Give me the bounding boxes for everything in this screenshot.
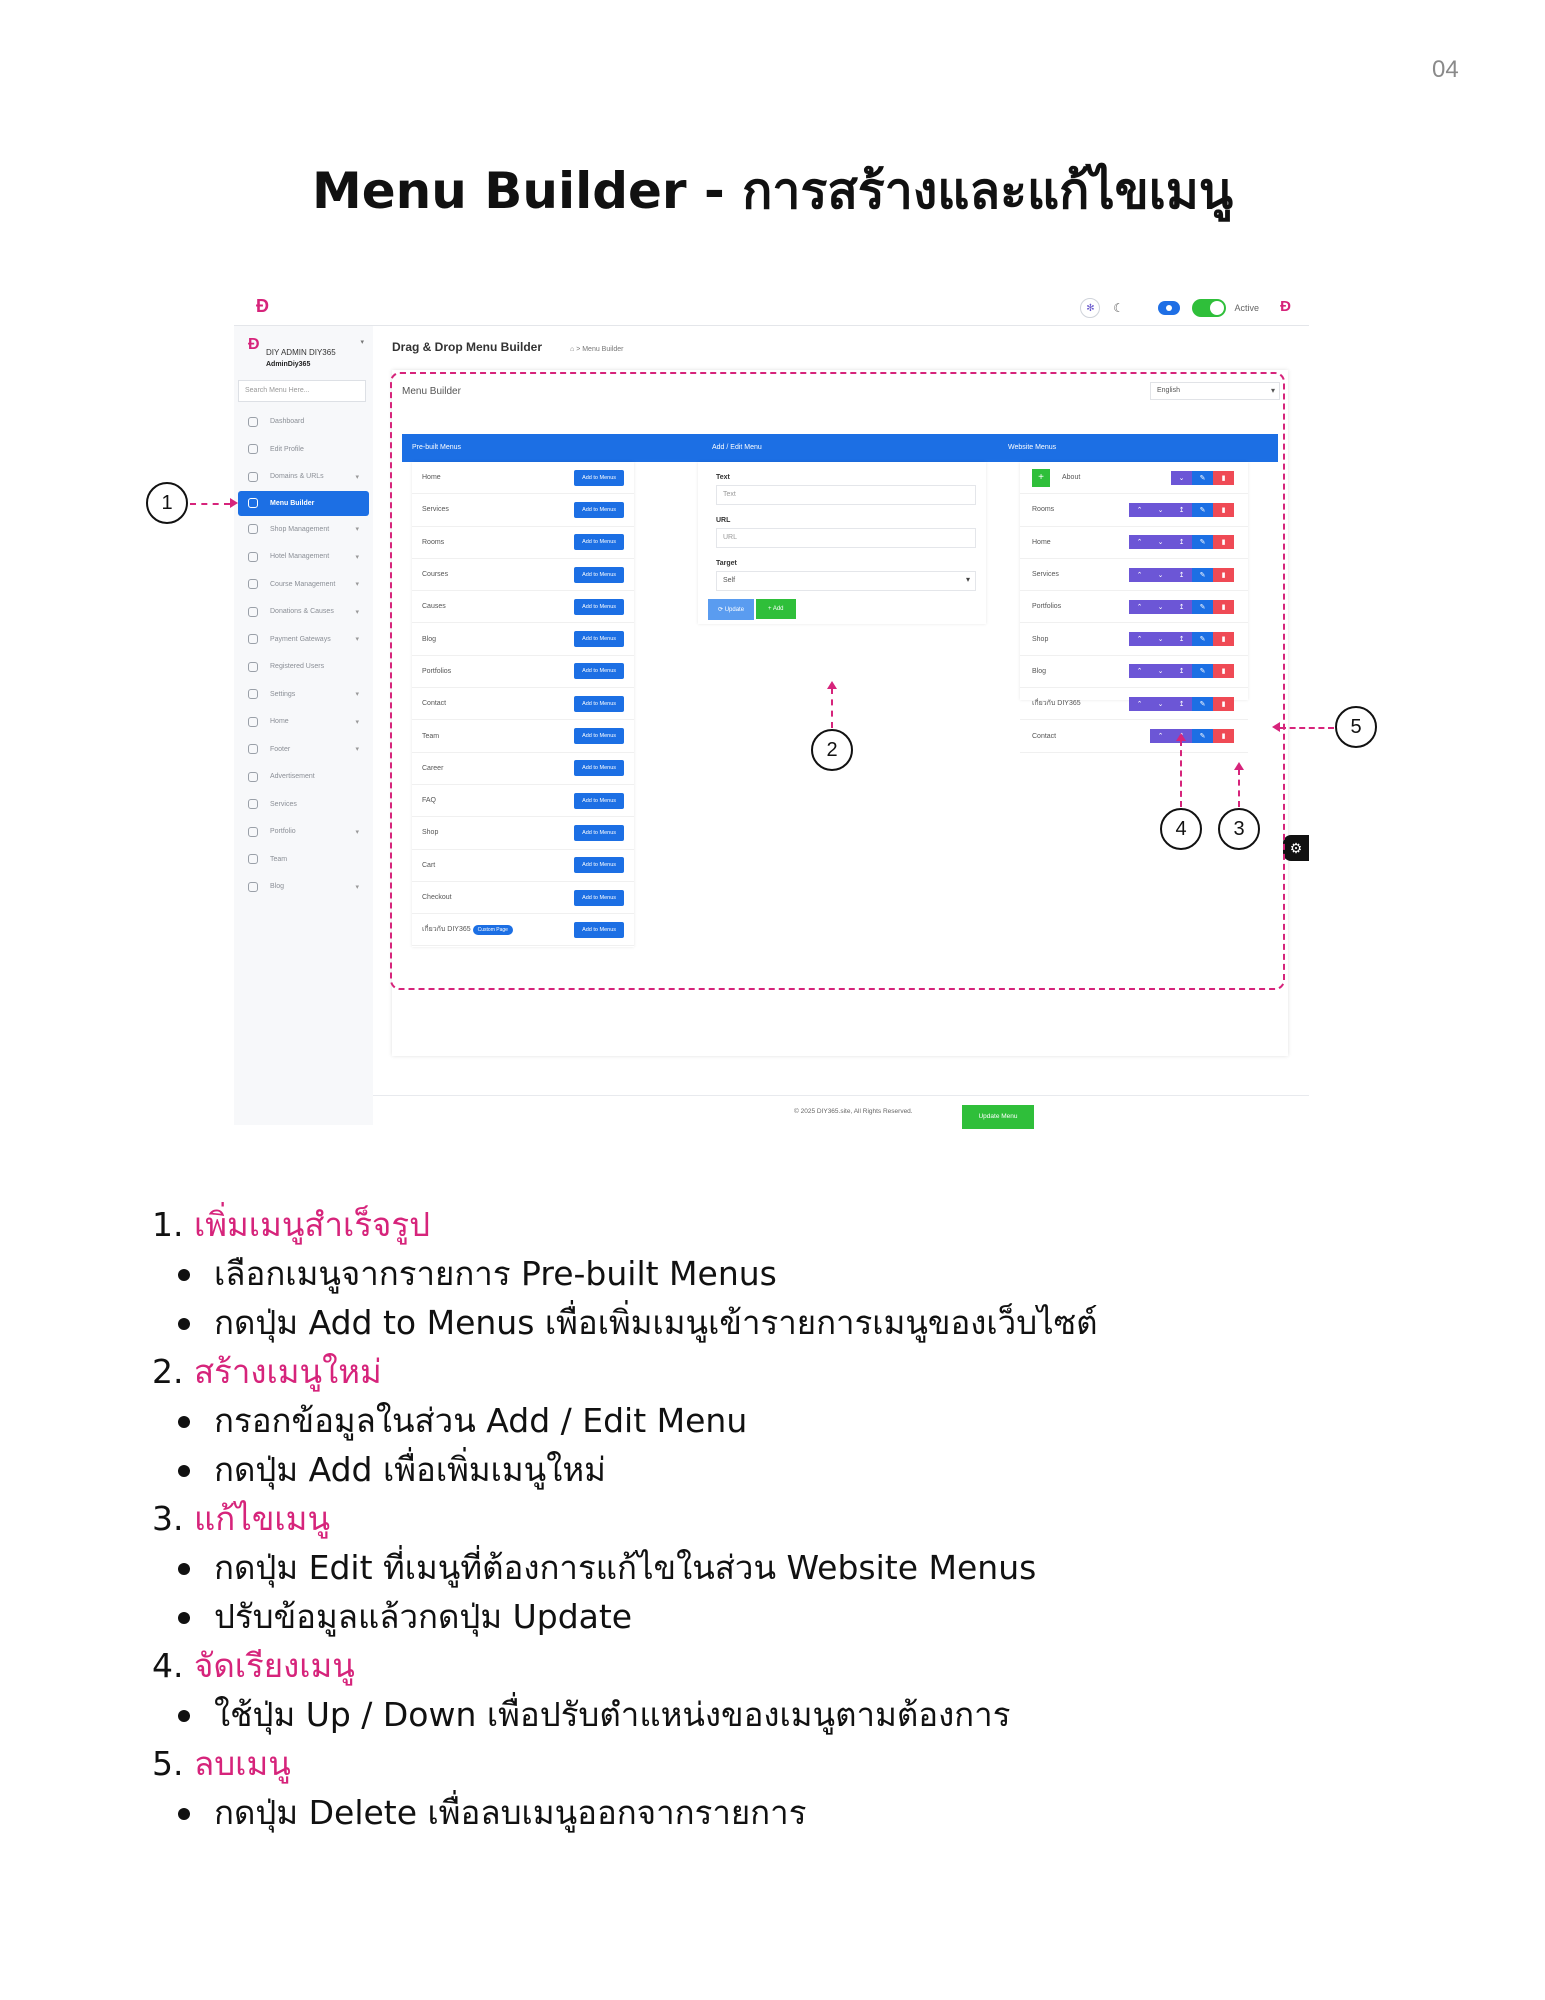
edit-button[interactable]: ✎ (1192, 697, 1213, 711)
callout-2: 2 (811, 729, 853, 771)
prebuilt-menu-label: Services (422, 506, 449, 514)
prebuilt-header: Pre-built Menus (412, 444, 462, 451)
menu-item-icon (248, 472, 258, 482)
move-up-button[interactable]: ⌃ (1129, 664, 1150, 678)
step-heading: 3. แก้ไขเมนู (152, 1499, 330, 1538)
breadcrumb (392, 340, 623, 354)
website-menus-header: Website Menus (1008, 444, 1057, 451)
indent-button[interactable]: ↥ (1171, 503, 1192, 517)
menu-item-icon (248, 799, 258, 809)
sidebar-item-label: Dashboard (270, 418, 305, 426)
chevron-down-icon: ▾ (355, 608, 359, 616)
step-bullet: ปรับข้อมูลแล้วกดปุ่ม Update (152, 1592, 1452, 1641)
plus-icon[interactable]: + (1032, 469, 1050, 487)
callout-5: 5 (1335, 706, 1377, 748)
website-menu-label: Rooms (1032, 506, 1055, 514)
add-to-menus-button[interactable]: Add to Menus (574, 534, 624, 550)
edit-button[interactable]: ✎ (1192, 535, 1213, 549)
target-label: Target (716, 560, 737, 567)
delete-button[interactable]: ▮ (1213, 664, 1234, 678)
user-name: DIY ADMIN DIY365 (266, 348, 336, 357)
url-label: URL (716, 517, 731, 524)
callout-1-arrow (230, 498, 238, 508)
update-button[interactable]: ⟳ Update (708, 599, 754, 620)
bullet-icon (178, 1808, 190, 1820)
prebuilt-menu-label: Career (422, 764, 444, 772)
user-avatar-icon: Ð (248, 336, 260, 353)
website-menu-label: Shop (1032, 635, 1049, 643)
delete-button[interactable]: ▮ (1213, 568, 1234, 582)
eye-icon[interactable] (1158, 301, 1180, 315)
sidebar-item-label: Services (270, 800, 297, 808)
menu-item-icon (248, 662, 258, 672)
text-input[interactable]: Text (716, 485, 976, 505)
website-menu-label: Contact (1032, 732, 1057, 740)
callout-1-line (190, 503, 230, 505)
edit-button[interactable]: ✎ (1192, 568, 1213, 582)
add-button[interactable]: + Add (756, 599, 796, 619)
sidebar-item[interactable] (234, 873, 373, 901)
prebuilt-menu-label: Portfolios (422, 667, 452, 675)
add-to-menus-button[interactable]: Add to Menus (574, 599, 624, 615)
add-to-menus-button[interactable]: Add to Menus (574, 728, 624, 744)
indent-button[interactable]: ↥ (1171, 600, 1192, 614)
callout-2-arrow (827, 681, 837, 689)
indent-button[interactable]: ↥ (1171, 664, 1192, 678)
sidebar-item[interactable] (234, 571, 373, 599)
move-up-button[interactable]: ⌃ (1129, 568, 1150, 582)
website-menu-label: Services (1032, 571, 1059, 579)
edit-button[interactable]: ✎ (1192, 600, 1213, 614)
move-up-button[interactable]: ⌃ (1129, 503, 1150, 517)
text-label: Text (716, 474, 730, 481)
menu-item-icon (248, 524, 258, 534)
sidebar (234, 326, 373, 1125)
prebuilt-menu-label: Team (422, 732, 440, 740)
bullet-icon (178, 1318, 190, 1330)
menu-item-icon (248, 498, 258, 508)
sidebar-menu (234, 408, 373, 901)
sidebar-item-label: Hotel Management (270, 553, 330, 561)
prebuilt-menu-label: Contact (422, 700, 447, 708)
chevron-down-icon: ▾ (355, 691, 359, 699)
move-down-button[interactable]: ⌄ (1150, 535, 1171, 549)
callout-3-arrow (1234, 762, 1244, 770)
sidebar-item-label: Team (270, 855, 288, 863)
sidebar-item[interactable] (234, 436, 373, 464)
sidebar-item-label: Registered Users (270, 663, 325, 671)
add-to-menus-button[interactable]: Add to Menus (574, 890, 624, 906)
indent-button[interactable]: ↥ (1171, 535, 1192, 549)
move-down-button[interactable]: ⌄ (1150, 600, 1171, 614)
indent-button[interactable]: ↥ (1171, 729, 1192, 743)
sidebar-item-label: Shop Management (270, 525, 330, 533)
callout-2-line (831, 688, 833, 728)
add-to-menus-button[interactable]: Add to Menus (574, 760, 624, 776)
add-to-menus-button[interactable]: Add to Menus (574, 922, 624, 938)
sidebar-item-label: Footer (270, 745, 291, 753)
sidebar-item[interactable] (234, 516, 373, 544)
user-logo-icon[interactable]: Ð (1280, 298, 1291, 315)
sidebar-item[interactable] (234, 791, 373, 819)
add-to-menus-button[interactable]: Add to Menus (574, 631, 624, 647)
move-down-button[interactable]: ⌄ (1150, 632, 1171, 646)
add-to-menus-button[interactable]: Add to Menus (574, 470, 624, 486)
chatgpt-icon[interactable]: ⚙ (1283, 835, 1309, 861)
sidebar-item-label: Settings (270, 690, 296, 698)
card-title: Menu Builder (402, 386, 461, 397)
add-to-menus-button[interactable]: Add to Menus (574, 663, 624, 679)
sidebar-item[interactable] (234, 463, 373, 491)
delete-button[interactable]: ▮ (1213, 729, 1234, 743)
move-down-button[interactable]: ⌄ (1150, 568, 1171, 582)
prebuilt-menu-label: Rooms (422, 538, 445, 546)
step-bullet: เลือกเมนูจากรายการ Pre-built Menus (152, 1249, 1452, 1298)
instruction-steps (152, 1200, 1452, 1837)
step-bullet: กดปุ่ม Add เพื่อเพิ่มเมนูใหม่ (152, 1445, 1452, 1494)
bullet-icon (178, 1612, 190, 1624)
callout-4: 4 (1160, 808, 1202, 850)
chevron-down-icon: ▾ (355, 553, 359, 561)
delete-button[interactable]: ▮ (1213, 535, 1234, 549)
delete-button[interactable]: ▮ (1213, 632, 1234, 646)
step-bullet: กดปุ่ม Add to Menus เพื่อเพิ่มเมนูเข้ารายการเมนูของเว็บไซต์ (152, 1298, 1452, 1347)
edit-button[interactable]: ✎ (1192, 664, 1213, 678)
bullet-icon (178, 1416, 190, 1428)
sidebar-item-label: Blog (270, 883, 285, 891)
website-menu-label: Home (1032, 538, 1051, 546)
chevron-down-icon: ▾ (355, 883, 359, 891)
bullet-icon (178, 1269, 190, 1281)
breadcrumb-title: Drag & Drop Menu Builder (392, 340, 543, 354)
edit-button[interactable]: ✎ (1192, 729, 1213, 743)
sidebar-item[interactable] (234, 846, 373, 874)
url-input[interactable]: URL (716, 528, 976, 548)
edit-button[interactable]: ✎ (1192, 632, 1213, 646)
menu-item-icon (248, 744, 258, 754)
user-handle: AdminDiy365 (266, 361, 311, 368)
page-number: 04 (1432, 56, 1459, 83)
active-toggle[interactable] (1192, 299, 1226, 317)
chevron-down-icon: ▾ (355, 526, 359, 534)
callout-1: 1 (146, 482, 188, 524)
add-to-menus-button[interactable]: Add to Menus (574, 793, 624, 809)
chevron-down-icon: ▾ (355, 581, 359, 589)
step-bullet: กดปุ่ม Delete เพื่อลบเมนูออกจากรายการ (152, 1788, 1452, 1837)
sidebar-item[interactable] (234, 653, 373, 681)
prebuilt-menu-label: Courses (422, 571, 449, 579)
add-to-menus-button[interactable]: Add to Menus (574, 857, 624, 873)
sidebar-item-label: Donations & Causes (270, 608, 334, 616)
prebuilt-menu-label: Causes (422, 603, 446, 611)
highlight-box (390, 372, 1285, 990)
page-title: Menu Builder - การสร้างและแก้ไขเมนู (311, 162, 1234, 220)
menu-item-icon (248, 689, 258, 699)
bullet-icon (178, 1710, 190, 1722)
menu-item-icon (248, 882, 258, 892)
callout-4-arrow (1176, 733, 1186, 741)
sidebar-item-label: Home (270, 718, 289, 726)
move-down-button[interactable]: ⌄ (1150, 503, 1171, 517)
sidebar-item[interactable] (234, 408, 373, 436)
chevron-down-icon: ▾ (355, 636, 359, 644)
move-up-button[interactable]: ⌃ (1150, 729, 1171, 743)
chevron-down-icon: ▾ (360, 339, 364, 346)
moon-icon[interactable]: ☾ (1113, 301, 1124, 315)
sidebar-item-label: Edit Profile (270, 445, 304, 453)
custom-page-badge: Custom Page (473, 925, 513, 935)
prebuilt-menu-label: Shop (422, 829, 439, 837)
delete-button[interactable]: ▮ (1213, 503, 1234, 517)
breadcrumb-path[interactable]: ⌂ > Menu Builder (570, 346, 624, 353)
move-up-button[interactable]: ⌃ (1129, 632, 1150, 646)
active-label: Active (1234, 303, 1259, 313)
move-down-button[interactable]: ⌄ (1150, 664, 1171, 678)
target-select[interactable]: Self ▾ (716, 571, 976, 591)
sidebar-item[interactable] (234, 736, 373, 764)
menu-item-icon (248, 634, 258, 644)
menu-item-icon (248, 417, 258, 427)
move-down-button[interactable]: ⌄ (1171, 471, 1192, 485)
website-menu-label: Portfolios (1032, 603, 1062, 611)
indent-button[interactable]: ↥ (1171, 568, 1192, 582)
sidebar-item[interactable] (238, 491, 369, 516)
prebuilt-menu-label: Home (422, 474, 441, 482)
sidebar-item[interactable] (234, 598, 373, 626)
step-bullet: ใช้ปุ่ม Up / Down เพื่อปรับตำแหน่งของเมนูตามต้องการ (152, 1690, 1452, 1739)
sidebar-item[interactable] (234, 543, 373, 571)
chevron-down-icon: ▾ (355, 473, 359, 481)
edit-button[interactable]: ✎ (1192, 471, 1213, 485)
menu-item-icon (248, 579, 258, 589)
chevron-down-icon: ▾ (355, 746, 359, 754)
sidebar-item[interactable] (234, 708, 373, 736)
bullet-icon (178, 1465, 190, 1477)
move-up-button[interactable]: ⌃ (1129, 535, 1150, 549)
add-to-menus-button[interactable]: Add to Menus (574, 696, 624, 712)
logo-icon: Ð (256, 296, 269, 316)
callout-3: 3 (1218, 808, 1260, 850)
move-up-button[interactable]: ⌃ (1129, 697, 1150, 711)
step-heading: 5. ลบเมนู (152, 1744, 291, 1783)
sidebar-item[interactable] (234, 763, 373, 791)
copyright: © 2025 DIY365.site, All Rights Reserved. (794, 1108, 913, 1115)
sidebar-item-label: Payment Gateways (270, 635, 331, 643)
chevron-down-icon: ▾ (355, 718, 359, 726)
step-bullet: กดปุ่ม Edit ที่เมนูที่ต้องการแก้ไขในส่วน Website Menus (152, 1543, 1452, 1592)
delete-button[interactable]: ▮ (1213, 471, 1234, 485)
add-edit-header: Add / Edit Menu (712, 444, 762, 451)
callout-5-arrow (1272, 722, 1280, 732)
sidebar-item-label: Menu Builder (270, 499, 315, 507)
update-menu-button[interactable]: Update Menu (962, 1105, 1034, 1129)
sidebar-search-input[interactable]: Search Menu Here... (238, 380, 366, 402)
menu-item-icon (248, 607, 258, 617)
prebuilt-menu-label: Cart (422, 861, 436, 869)
sun-icon[interactable]: ✻ (1080, 298, 1100, 318)
language-select[interactable]: English ▾ (1150, 382, 1280, 400)
website-menu-label: About (1062, 474, 1081, 482)
move-up-button[interactable]: ⌃ (1129, 600, 1150, 614)
indent-button[interactable]: ↥ (1171, 632, 1192, 646)
sidebar-item-label: Portfolio (270, 828, 296, 836)
menu-item-icon (248, 717, 258, 727)
prebuilt-menu-label: FAQ (422, 797, 437, 805)
menu-item-icon (248, 772, 258, 782)
chevron-down-icon: ▾ (355, 828, 359, 836)
step-bullet: กรอกข้อมูลในส่วน Add / Edit Menu (152, 1396, 1452, 1445)
callout-5-line (1280, 727, 1334, 729)
edit-button[interactable]: ✎ (1192, 503, 1213, 517)
user-profile[interactable] (248, 336, 368, 366)
website-menu-label: Blog (1032, 667, 1047, 675)
step-heading: 4. จัดเรียงเมนู (152, 1646, 355, 1685)
topbar (234, 290, 1309, 326)
sidebar-item[interactable] (234, 681, 373, 709)
prebuilt-menu-label: Blog (422, 635, 437, 643)
delete-button[interactable]: ▮ (1213, 697, 1234, 711)
sidebar-item-label: Domains & URLs (270, 473, 324, 481)
step-heading: 2. สร้างเมนูใหม่ (152, 1352, 382, 1391)
sidebar-item[interactable] (234, 626, 373, 654)
callout-3-line (1238, 769, 1240, 807)
menu-item-icon (248, 827, 258, 837)
callout-4-line (1180, 740, 1182, 807)
sidebar-item[interactable] (234, 818, 373, 846)
add-to-menus-button[interactable]: Add to Menus (574, 825, 624, 841)
sidebar-item-label: Course Management (270, 580, 336, 588)
prebuilt-menu-label: เกี่ยวกับ DIY365 Custom Page (422, 924, 513, 935)
add-to-menus-button[interactable]: Add to Menus (574, 567, 624, 583)
prebuilt-menu-label: Checkout (422, 894, 452, 901)
bullet-icon (178, 1563, 190, 1575)
sidebar-item-label: Advertisement (270, 773, 315, 781)
step-heading: 1. เพิ่มเมนูสำเร็จรูป (152, 1205, 431, 1244)
website-menu-label: เกี่ยวกับ DIY365 (1032, 700, 1081, 708)
move-down-button[interactable]: ⌄ (1150, 697, 1171, 711)
menu-item-icon (248, 854, 258, 864)
delete-button[interactable]: ▮ (1213, 600, 1234, 614)
menu-item-icon (248, 444, 258, 454)
footer-divider (373, 1095, 1309, 1096)
menu-item-icon (248, 552, 258, 562)
indent-button[interactable]: ↥ (1171, 697, 1192, 711)
add-to-menus-button[interactable]: Add to Menus (574, 502, 624, 518)
